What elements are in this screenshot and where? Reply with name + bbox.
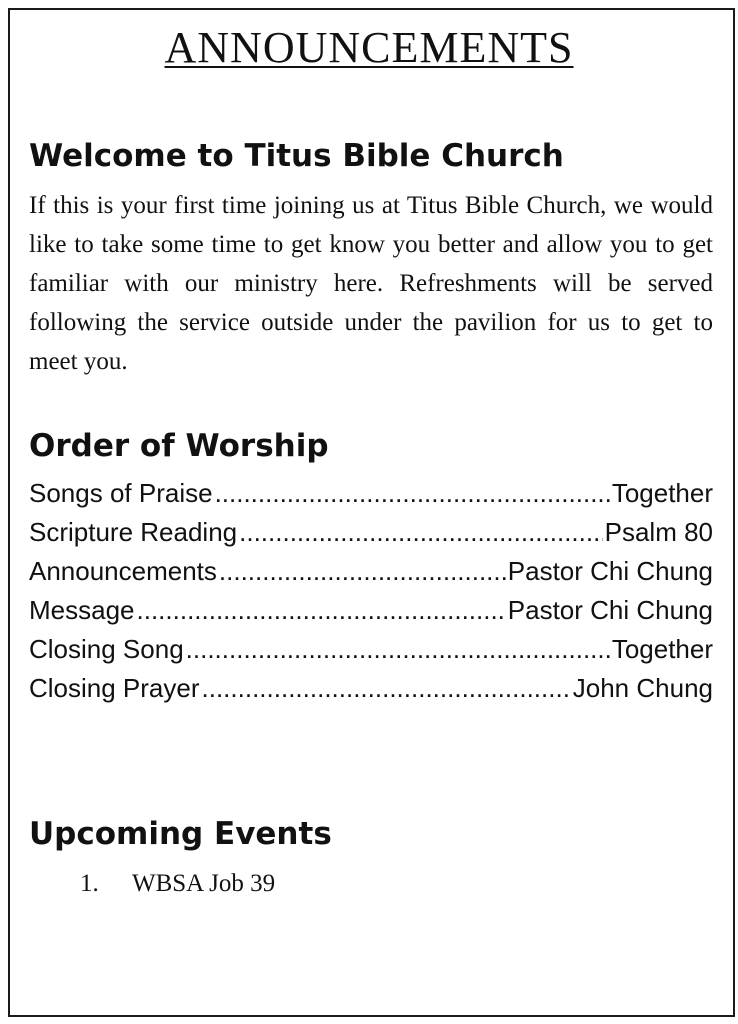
order-of-worship-list — [29, 478, 713, 712]
order-item-leader: Pastor Chi Chung — [507, 556, 713, 586]
order-row-songs-of-praise — [29, 478, 713, 517]
dot-leader — [239, 517, 602, 548]
welcome-paragraph: If this is your first time joining us at Titus Bible Church, we would like to take some time to get know you better and allow you to get familiar with our ministry here. Refreshments will be served following the service outside under the pavilion for us to get to meet you. — [29, 192, 713, 375]
order-item-leader: Pastor Chi Chung — [507, 595, 713, 625]
order-of-worship-heading: Order of Worship — [29, 428, 329, 464]
dot-leader — [215, 478, 610, 509]
order-item-leader: John Chung — [572, 673, 713, 703]
upcoming-events-list — [80, 866, 275, 902]
order-row-closing-prayer — [29, 673, 713, 712]
list-item — [80, 866, 275, 902]
order-item-label: Scripture Reading — [29, 517, 238, 547]
order-item-leader: Together — [611, 634, 713, 664]
order-row-scripture-reading — [29, 517, 713, 556]
dot-leader — [219, 556, 506, 587]
order-item-label: Closing Song — [29, 634, 184, 664]
event-number: 1. — [80, 870, 99, 897]
dot-leader — [202, 673, 571, 704]
order-item-label: Songs of Praise — [29, 478, 213, 508]
dot-leader — [137, 595, 506, 626]
event-text: WBSA Job 39 — [132, 870, 276, 897]
order-item-label: Announcements — [29, 556, 217, 586]
page-title — [0, 22, 738, 74]
order-row-message — [29, 595, 713, 634]
page-title-text: ANNOUNCEMENTS — [164, 23, 574, 72]
order-item-leader: Together — [611, 478, 713, 508]
order-item-label: Message — [29, 595, 135, 625]
order-item-label: Closing Prayer — [29, 673, 200, 703]
upcoming-events-heading: Upcoming Events — [29, 816, 332, 852]
order-row-announcements — [29, 556, 713, 595]
order-item-leader: Psalm 80 — [604, 517, 713, 547]
dot-leader — [186, 634, 610, 665]
welcome-heading: Welcome to Titus Bible Church — [29, 138, 564, 174]
order-row-closing-song — [29, 634, 713, 673]
